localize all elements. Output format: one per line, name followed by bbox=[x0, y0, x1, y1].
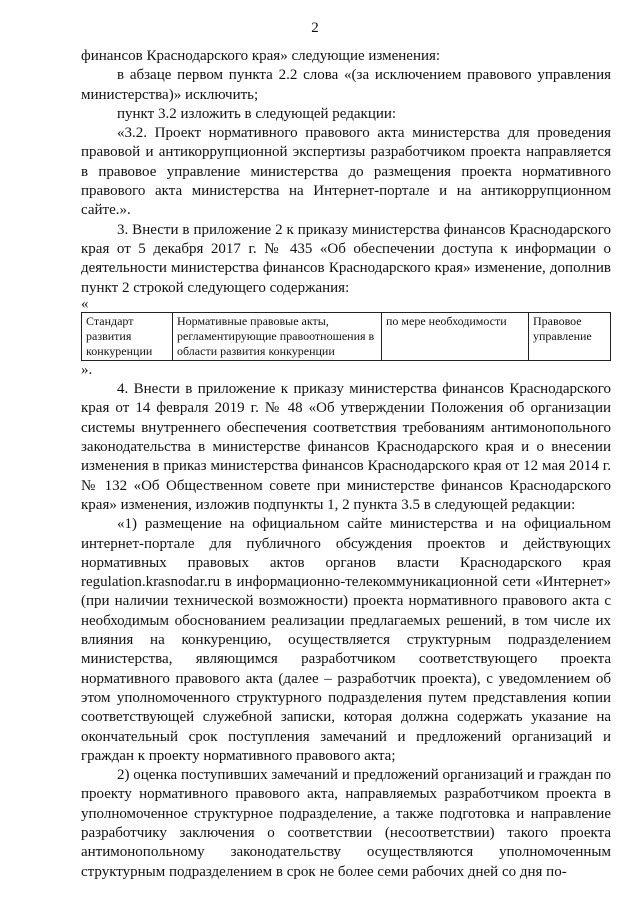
paragraph: пункт 3.2 изложить в следующей редакции: bbox=[117, 105, 397, 122]
standard-table bbox=[81, 312, 611, 361]
table-cell: по мере необходимости bbox=[382, 312, 529, 360]
paragraph: финансов Краснодарского края» следующие изменения: bbox=[81, 48, 441, 64]
paragraph: 2) оценка поступивших замечаний и предложений организаций и граждан по проекту нормативного правового акта, направляемых разработчиком проекта в уполномоченное структурное подразделение, а также подготовка и направление разработчику заключения о соответствии (несоответствии) такого проекта антимонопольному законодательству осуществляются уполномоченным структурным подразделением в срок не более семи рабочих дней со дня по- bbox=[81, 767, 611, 880]
table-cell: Правовое управление bbox=[529, 312, 611, 360]
paragraph: 3. Внести в приложение 2 к приказу министерства финансов Краснодарского края от 5 декабря 2017 г. № 435 «Об обеспечении доступа к информации о деятельности министерства финансов Краснодарского края» изменение, дополнив пункт 2 строкой следующего содержания: bbox=[81, 221, 611, 296]
page-number: 2 bbox=[311, 20, 319, 36]
table-row bbox=[82, 312, 611, 360]
table-cell: Нормативные правовые акты, регламентирующие правоотношения в области развития конкуренции bbox=[173, 312, 382, 360]
paragraph: в абзаце первом пункта 2.2 слова «(за исключением правового управления министерства)» исключить; bbox=[81, 67, 611, 103]
paragraph: «3.2. Проект нормативного правового акта министерства для проведения правовой и антикоррупционной экспертизы разработчиком проекта направляется в правовое управление министерства до размещения проекта нормативного правового акта министерства на Интернет-портале и на антикоррупционном сайте.». bbox=[81, 125, 611, 219]
closing-quote: ». bbox=[81, 361, 93, 378]
document-body bbox=[81, 47, 611, 882]
table-cell: Стандарт развития конкуренции bbox=[82, 312, 173, 360]
paragraph: «1) размещение на официальном сайте министерства и на официальном интернет-портале для публичного обсуждения проектов и действующих нормативных правовых актов органов власти Краснодарского края regulation.krasnodar.ru в информационно-телекоммуникационной сети «Интернет» (при наличии технической возможности) проекта нормативного правового акта с необходимым обоснованием реализации предлагаемых решений, в том числе их влияния на конкуренцию, осуществляется структурным подразделением министерства, являющимся разработчиком соответствующего проекта нормативного правового акта (далее – разработчик проекта), с уведомлением об этом уполномоченного структурного подразделения путем представления копии соответствующей служебной записки, которая должна содержать указание на окончательный срок поступления замечаний и предложений организаций и граждан к проекту нормативного правового акта; bbox=[81, 516, 611, 764]
opening-quote: « bbox=[81, 295, 89, 312]
paragraph: 4. Внести в приложение к приказу министерства финансов Краснодарского края от 14 февраля 2019 г. № 48 «Об утверждении Положения об организации системы внутреннего обеспечения соответствия требованиям антимонопольного законодательства в министерстве финансов Краснодарского края и о внесении изменения в приказ министерства финансов Краснодарского края от 12 мая 2014 г. № 132 «Об Общественном совете при министерстве финансов Краснодарского края» изменения, изложив подпункты 1, 2 пункта 3.5 в следующей редакции: bbox=[81, 381, 611, 513]
